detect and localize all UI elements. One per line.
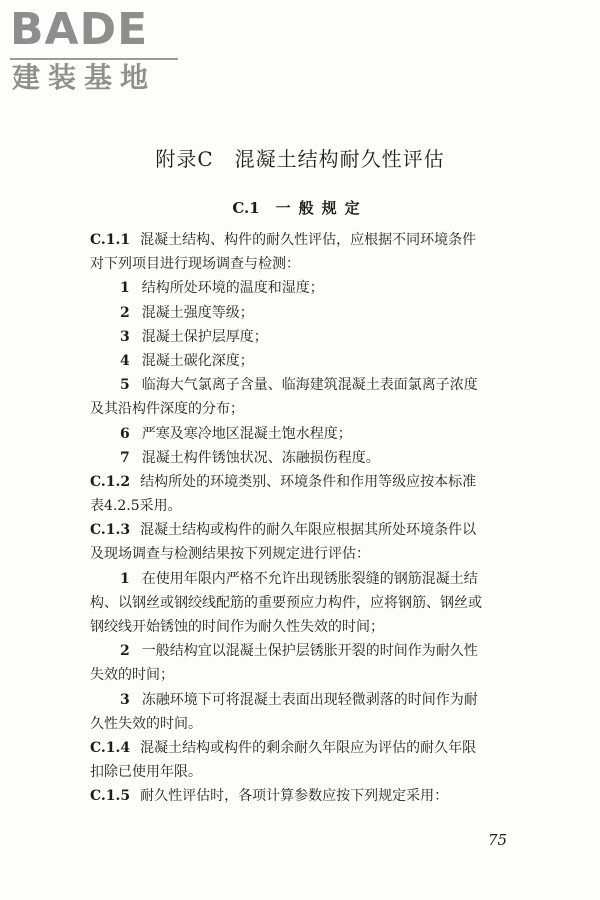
clause-line <box>90 228 530 252</box>
item-number: 5 <box>120 377 130 394</box>
list-item-line <box>90 301 530 325</box>
appendix-title: 附录C 混凝土结构耐久性评估 <box>155 147 445 171</box>
clause-number: C.1.2 <box>90 473 131 490</box>
logo-subtitle: 建装基地 <box>12 61 157 94</box>
item-number: 1 <box>120 570 130 587</box>
continuation-line <box>90 760 530 784</box>
line-text: 混凝土强度等级； <box>141 304 254 321</box>
line-text: 失效的时间； <box>90 667 174 684</box>
item-number: 6 <box>120 425 130 442</box>
line-text: 临海大气氯离子含量、临海建筑混凝土表面氯离子浓度 <box>141 377 478 394</box>
clause-number: C.1.3 <box>90 522 131 539</box>
line-text: 混凝土构件锈蚀状况、冻融损伤程度。 <box>141 449 380 466</box>
section-heading <box>0 197 600 218</box>
line-text: 及现场调查与检测结果按下列规定进行评估： <box>90 546 370 563</box>
continuation-line <box>90 591 530 615</box>
line-text: 扣除已使用年限。 <box>90 764 202 781</box>
continuation-line <box>90 712 530 736</box>
clause-line <box>90 518 530 542</box>
continuation-line <box>90 615 530 639</box>
line-text: 久性失效的时间。 <box>90 715 202 732</box>
line-text: 混凝土碳化深度； <box>141 352 254 369</box>
line-text: 结构所处环境的温度和湿度； <box>141 280 324 297</box>
line-text: 严寒及寒冷地区混凝土饱水程度； <box>141 425 352 442</box>
clause-line <box>90 736 530 760</box>
line-text: 钢绞线开始锈蚀的时间作为耐久性失效的时间； <box>90 619 384 635</box>
item-number: 2 <box>120 643 130 660</box>
line-text: 构、以钢丝或钢绞线配筋的重要预应力构件，应将钢筋、钢丝或 <box>90 594 482 611</box>
list-item-line <box>90 639 530 663</box>
line-text: 对下列项目进行现场调查与检测： <box>90 256 300 273</box>
list-item-line <box>90 349 530 373</box>
logo-rule <box>10 58 178 60</box>
bade-logo <box>10 6 185 96</box>
continuation-line <box>90 494 530 518</box>
list-item-line <box>90 446 530 470</box>
logo-wordmark: BADE <box>10 4 149 55</box>
list-item-line <box>90 373 530 397</box>
list-item-line <box>90 325 530 349</box>
list-item-line <box>90 276 530 300</box>
line-text: 混凝土保护层厚度； <box>141 328 268 345</box>
item-number: 3 <box>120 691 130 708</box>
line-text: 表4.2.5采用。 <box>90 498 182 515</box>
continuation-line <box>90 252 530 276</box>
line-text: 混凝土结构、构件的耐久性评估，应根据不同环境条件 <box>140 232 477 248</box>
list-item-line <box>90 422 530 446</box>
line-text: 一般结构宜以混凝土保护层锈胀开裂的时间作为耐久性 <box>141 643 478 660</box>
continuation-line <box>90 663 530 687</box>
item-number: 4 <box>120 352 130 369</box>
line-text: 在使用年限内严格不允许出现锈胀裂缝的钢筋混凝土结 <box>141 570 478 587</box>
item-number: 3 <box>120 328 130 345</box>
line-text: 冻融环境下可将混凝土表面出现轻微剥落的时间作为耐 <box>141 691 478 708</box>
item-number: 7 <box>120 449 130 466</box>
clause-line <box>90 784 530 808</box>
line-text: 结构所处的环境类别、环境条件和作用等级应按本标准 <box>140 473 477 490</box>
item-number: 2 <box>120 304 130 321</box>
line-text: 耐久性评估时，各项计算参数应按下列规定采用： <box>140 788 449 805</box>
item-number: 1 <box>120 280 130 297</box>
continuation-line <box>90 542 530 566</box>
clause-line <box>90 470 530 494</box>
clause-number: C.1.5 <box>90 788 131 805</box>
section-title-text: 一般规定 <box>275 199 368 217</box>
clause-number: C.1.4 <box>90 739 131 756</box>
page-number: 75 <box>488 831 508 849</box>
list-item-line <box>90 567 530 591</box>
line-text: 混凝土结构或构件的剩余耐久年限应为评估的耐久年限 <box>140 739 477 756</box>
continuation-line <box>90 397 530 421</box>
section-number: C.1 <box>232 199 260 217</box>
line-text: 混凝土结构或构件的耐久年限应根据其所处环境条件以 <box>140 522 477 539</box>
body-text <box>90 228 530 809</box>
clause-number: C.1.1 <box>90 232 131 248</box>
line-text: 及其沿构件深度的分布； <box>90 401 244 418</box>
list-item-line <box>90 688 530 712</box>
